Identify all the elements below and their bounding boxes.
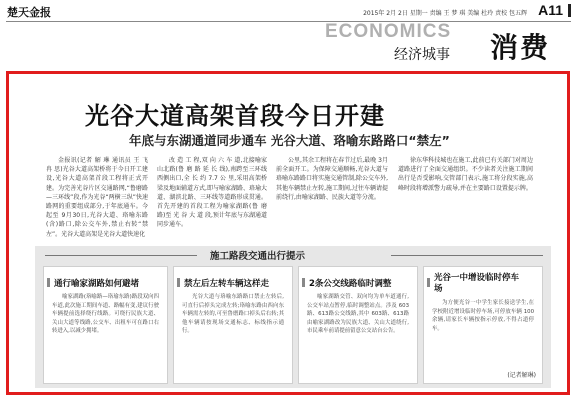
subheadline: 年底与东湖通道同步通车 光谷大道、珞喻东路路口“禁左”	[129, 133, 450, 148]
section-title-chinese: 经济城事	[394, 47, 450, 63]
tip-card-text	[52, 293, 159, 336]
date-line: 2015年 2月 2日 星期一 责编 王 梦 琪 美编 杜玲 责校 包五辉	[363, 10, 527, 17]
tip-card-title: 禁左后左转车辆这样走	[184, 279, 270, 289]
tips-rule-left	[45, 255, 197, 256]
headline: 光谷大道高架首段今日开建	[85, 102, 385, 130]
body-paragraph: 公里,其余工程将在春节过后,最晚 3月前全面开工。为保障交通顺畅,光谷大道与珞喻东路路口将实施交通管制,除公交车外,其他车辆禁止左转,施工期间,过往车辆请提前绕行,由喻家湖路、民族大道等分流。	[276, 157, 388, 201]
tip-card-title: 通行喻家湖路如何避堵	[54, 279, 140, 289]
card-marker	[302, 278, 305, 287]
body-column-3	[276, 156, 388, 248]
feature-story-box	[6, 71, 570, 395]
traffic-tips-panel	[35, 246, 551, 388]
tip-card-bus-routes	[298, 266, 418, 384]
body-paragraph: 徐东华科技城也在施工,此前已有关部门对周边道路进行了全面交通组织。不少读者关注施工期间出行是否受影响,交管部门表示,施工将分段实施,高峰时段将增派警力疏导,并在主要路口设置提示牌。	[398, 157, 533, 192]
reporter-credit: (记者解琳)	[507, 372, 536, 379]
body-column-4	[398, 156, 533, 248]
card-marker	[427, 278, 430, 287]
tip-card-text	[182, 293, 284, 336]
top-rule	[6, 21, 571, 22]
tip-card-avoid-congestion	[43, 266, 168, 384]
masthead	[0, 0, 577, 66]
tip-paragraph: 喻家湖路交管、双向均为单车道通行,公交车站点暂停,临时调整站点。涉及 603路、613路公交线路,其中 603路、613路由喻家湖路改为民族大道、关山大道绕行,市民乘车前请提前留意公交站台公告。	[307, 294, 409, 335]
tip-card-parking	[423, 266, 543, 384]
tip-card-title: 光谷一中增设临时停车场	[434, 273, 520, 294]
section-title-large: 消费	[490, 31, 551, 64]
tip-card-left-turn	[173, 266, 293, 384]
tip-paragraph: 光谷大道与珞喻东路路口禁止左转后,可直行后掉头完成左转;珞喻东路由西向东车辆需左转的,可至鲁磨路口掉头后右转;其他车辆请按现场交通标志、标线指示通行。	[182, 294, 284, 335]
tips-title: 施工路段交通出行提示	[210, 251, 306, 262]
tip-card-text	[307, 293, 409, 336]
body-column-1	[46, 156, 148, 248]
body-paragraph: 改 造 工 程,双 向 六 车 道,北接喻家山北路(鲁 磨 路 延 长 线),南跨至三环线西侧出口,全 长 约 7.7 公 里,采用高架桥梁及地面辅道方式,即与喻家湖路、珞瑜大道、湖滨北路、三环线等道路形成贯通。首先开建的首段工程为喻家湖路(鲁 磨 路)至 光 谷 大 道 段,预计年底与东湖通道同步通车。	[157, 157, 267, 229]
tips-rule-right	[391, 255, 543, 256]
tips-header	[35, 248, 551, 262]
page-number: A11	[538, 2, 563, 18]
section-title-english: ECONOMICS	[325, 21, 452, 42]
card-marker	[47, 278, 50, 287]
tip-card-text	[432, 299, 534, 333]
body-column-2	[157, 156, 267, 248]
card-marker	[177, 278, 180, 287]
tip-card-title: 2条公交线路临时调整	[309, 279, 392, 289]
paper-name: 楚天金报	[7, 6, 51, 19]
page-number-marker	[568, 4, 571, 17]
tip-paragraph: 为方便光谷一中学生家长接送学生,在学校附近增设临时停车场,可停放车辆 100余辆,请家长车辆按指示停放,不得占道停车。	[432, 300, 534, 332]
tip-paragraph: 喻家湖路(珞喻路—珞瑜东路)路段双向四车道,此次施工期间车道、路幅有变,建议行驶车辆提前选择绕行线路。可绕行民族大道、关山大道等线路,公交车、出租车可在路口右转进入,以减少拥堵。	[52, 294, 159, 335]
body-paragraph: 金报讯(记者 解 琳 通讯员 王 飞 冉 思)光谷大道高架桥将于今日开工建设,光谷大道高架首段工程将正式开建。为完善光谷片区交通路网,“鲁磨路—三环线”段,作为光谷“两横三纵”快速路网的重要组成部分,于年底通车。今起至 9月30日,光谷大道、珞喻东路(含)路口,除公交车外,禁止右转“禁左”。光谷大道高架是光谷大道快速化	[46, 157, 148, 238]
